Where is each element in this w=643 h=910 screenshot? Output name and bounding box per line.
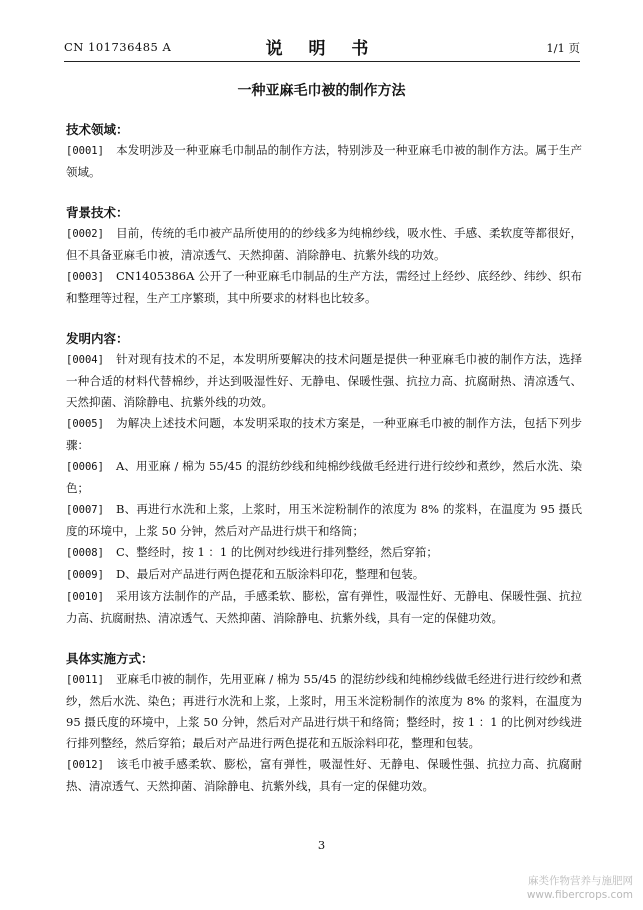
section-heading: 具体实施方式： bbox=[66, 651, 154, 666]
paragraph-number: [0003] bbox=[66, 271, 104, 283]
paragraph bbox=[66, 223, 582, 266]
section bbox=[66, 649, 582, 797]
watermark-site-name: 麻类作物营养与施肥网 bbox=[528, 875, 633, 887]
page-number: 3 bbox=[317, 838, 326, 852]
page-header bbox=[64, 34, 580, 62]
paragraph-text: B、再进行水洗和上浆，上浆时，用玉米淀粉制作的浓度为 8% 的浆料，在温度为 95 摄氏度的环境中，上浆 50 分钟，然后对产品进行烘干和络筒； bbox=[66, 502, 582, 538]
paragraph bbox=[66, 349, 582, 413]
section-gap bbox=[66, 309, 582, 323]
paragraph-number: [0007] bbox=[66, 504, 104, 516]
paragraph-text: 采用该方法制作的产品，手感柔软、膨松，富有弹性，吸湿性好、无静电、保暖性强、抗拉力高、抗腐耐热、清凉透气、天然抑菌、消除静电、抗紫外线，具有一定的保健功效。 bbox=[66, 589, 582, 625]
paragraph bbox=[66, 266, 582, 309]
paragraph-number: [0012] bbox=[66, 759, 104, 771]
section bbox=[66, 203, 582, 309]
paragraph-text: 目前，传统的毛巾被产品所使用的的纱线多为纯棉纱线，吸水性、手感、柔软度等都很好，但不具备亚麻毛巾被，清凉透气、天然抑菌、消除静电、抗紫外线的功效。 bbox=[66, 226, 582, 262]
paragraph-text: 针对现有技术的不足，本发明所要解决的技术问题是提供一种亚麻毛巾被的制作方法，选择一种合适的材料代替棉纱，并达到吸湿性好、无静电、保暖性强、抗拉力高、抗腐耐热、清凉透气、天然抑菌、消除静电、抗紫外线的功效。 bbox=[66, 352, 582, 409]
paragraph bbox=[66, 669, 582, 754]
paragraph-number: [0001] bbox=[66, 145, 104, 157]
section bbox=[66, 329, 582, 629]
document-type-title: 说 明 书 bbox=[265, 39, 379, 59]
paragraph-text: 本发明涉及一种亚麻毛巾制品的制作方法，特别涉及一种亚麻毛巾被的制作方法。属于生产领域。 bbox=[66, 143, 582, 179]
paragraph-text: 亚麻毛巾被的制作，先用亚麻 / 棉为 55/45 的混纺纱线和纯棉纱线做毛经进行进行绞纱和煮纱，然后水洗、染色；再进行水洗和上浆，上浆时，用玉米淀粉制作的浓度为 8% 的浆料，在温度为 95 摄氏度的环境中，上浆 50 分钟，然后对产品进行烘干和络筒；整经时，按 1 ：1 的比例对纱线进行排列整经，然后穿筘；最后对产品进行两色提花和五版涂料印花，整理和包装。 bbox=[66, 672, 582, 750]
paragraph bbox=[66, 564, 582, 586]
page-count: 1/1 页 bbox=[546, 41, 580, 55]
paragraph-number: [0002] bbox=[66, 228, 104, 240]
watermark bbox=[527, 874, 633, 902]
paragraph-text: C、整经时，按 1 ：1 的比例对纱线进行排列整经，然后穿筘； bbox=[116, 545, 438, 559]
paragraph-number: [0011] bbox=[66, 674, 104, 686]
section-gap bbox=[66, 183, 582, 197]
paragraph bbox=[66, 542, 582, 564]
section-heading: 发明内容： bbox=[66, 331, 129, 346]
paragraph-text: 该毛巾被手感柔软、膨松，富有弹性，吸湿性好、无静电、保暖性强、抗拉力高、抗腐耐热、清凉透气、天然抑菌、消除静电、抗紫外线，具有一定的保健功效。 bbox=[66, 757, 582, 793]
paragraph bbox=[66, 754, 582, 797]
paragraph-text: CN1405386A 公开了一种亚麻毛巾制品的生产方法，需经过上经纱、底经纱、纬纱、织布和整理等过程，生产工序繁琐，其中所要求的材料也比较多。 bbox=[66, 269, 582, 305]
paragraph bbox=[66, 140, 582, 183]
invention-title: 一种亚麻毛巾被的制作方法 bbox=[237, 83, 406, 99]
paragraph-text: 为解决上述技术问题，本发明采取的技术方案是，一种亚麻毛巾被的制作方法，包括下列步骤： bbox=[66, 416, 582, 452]
paragraph bbox=[66, 413, 582, 456]
paragraph-text: D、最后对产品进行两色提花和五版涂料印花，整理和包装。 bbox=[116, 567, 425, 581]
paragraph-number: [0008] bbox=[66, 547, 104, 559]
header-rule bbox=[64, 61, 580, 62]
watermark-url: www.fibercrops.com bbox=[526, 889, 633, 901]
section-gap bbox=[66, 629, 582, 643]
paragraph-number: [0005] bbox=[66, 418, 104, 430]
section-heading: 技术领域： bbox=[66, 122, 129, 137]
paragraph-number: [0006] bbox=[66, 461, 104, 473]
section bbox=[66, 120, 582, 183]
publication-number: CN 101736485 A bbox=[64, 40, 172, 54]
paragraph bbox=[66, 456, 582, 499]
paragraph bbox=[66, 586, 582, 629]
paragraph bbox=[66, 499, 582, 542]
paragraph-number: [0004] bbox=[66, 354, 104, 366]
paragraph-number: [0010] bbox=[66, 591, 104, 603]
paragraph-number: [0009] bbox=[66, 569, 104, 581]
section-heading: 背景技术： bbox=[66, 205, 129, 220]
paragraph-text: A、用亚麻 / 棉为 55/45 的混纺纱线和纯棉纱线做毛经进行进行绞纱和煮纱，然后水洗、染色； bbox=[66, 459, 582, 495]
document-body bbox=[66, 120, 582, 797]
